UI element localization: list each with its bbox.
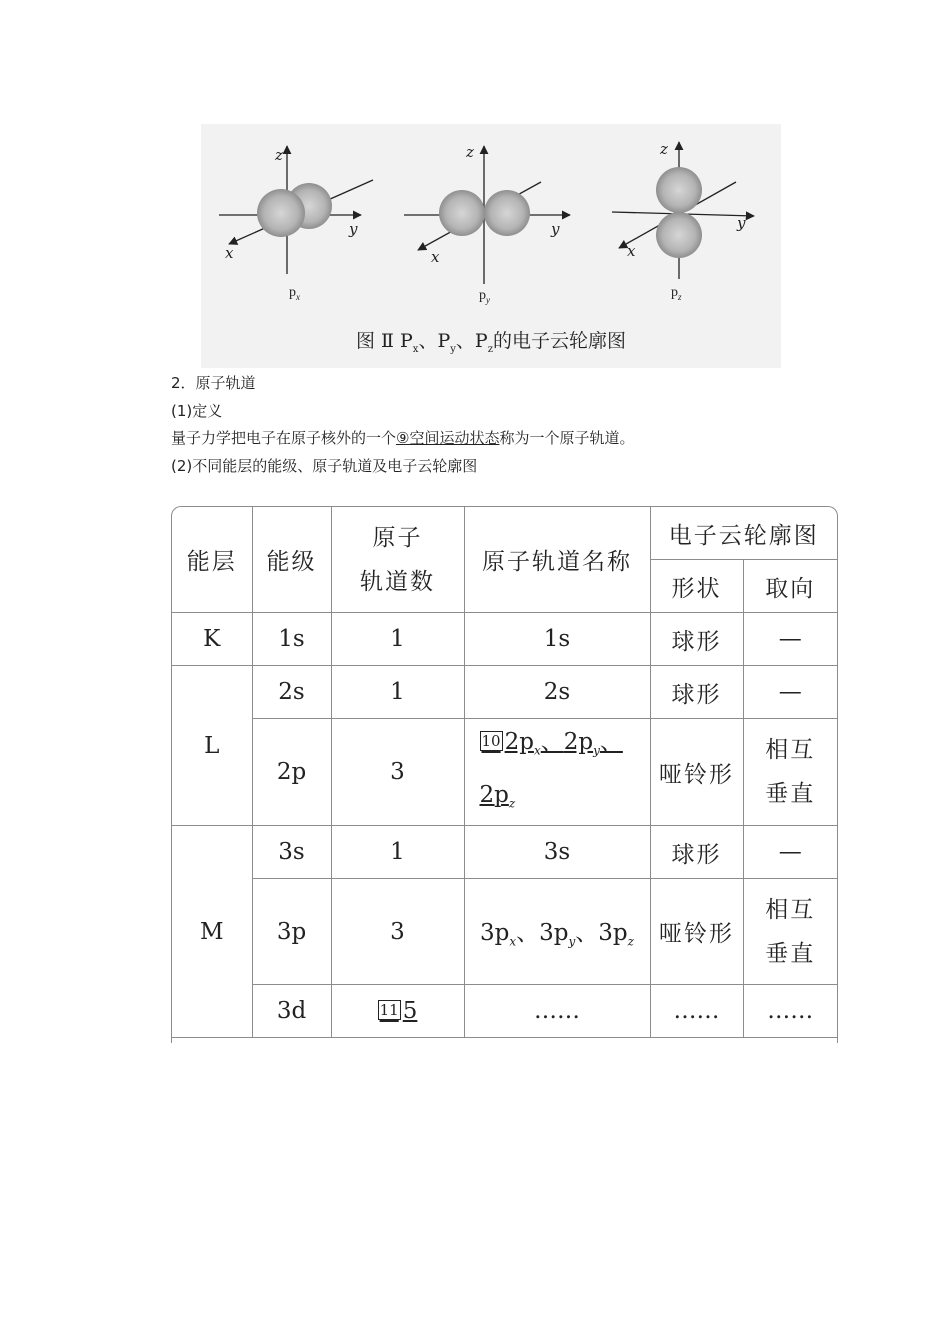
cell-layer: L xyxy=(172,666,252,826)
axis-label-x: x xyxy=(431,248,440,266)
axis-label-x: x xyxy=(627,242,636,260)
cell-shape: 球形 xyxy=(650,826,743,879)
header-orbital-count: 原子 轨道数 xyxy=(331,507,464,613)
cell-level: 2s xyxy=(252,666,331,719)
answer-3d-count: 11 5 xyxy=(379,998,418,1025)
orbital-label-pz: $p_z$ xyxy=(671,285,682,302)
orbital-figure xyxy=(201,124,781,368)
table-row xyxy=(172,613,837,666)
orbital-label-px: $p_x$ xyxy=(289,285,300,302)
subsection-label: (2)不同能层的能级、原子轨道及电子云轮廓图 xyxy=(171,457,478,475)
cell-level: 3d xyxy=(252,985,331,1038)
cell-shape: 球形 xyxy=(650,613,743,666)
orbital-label-py: $p_y$ xyxy=(479,288,490,305)
cell-shape: …… xyxy=(650,985,743,1038)
cell-shape: 球形 xyxy=(650,666,743,719)
axis-label-y: y xyxy=(349,220,358,238)
header-level: 能级 xyxy=(252,507,331,613)
axis-label-z: z xyxy=(466,143,474,161)
cell-layer: M xyxy=(172,826,252,1038)
cell-name: 1s xyxy=(464,613,650,666)
px-lobe-front xyxy=(257,189,305,237)
header-shape: 形状 xyxy=(650,560,743,613)
pz-lobe-bottom xyxy=(656,212,702,258)
cell-name: …… xyxy=(464,985,650,1038)
cell-name xyxy=(464,719,650,826)
header-electron-cloud: 电子云轮廓图 xyxy=(650,507,837,560)
cell-name: 3s xyxy=(464,826,650,879)
cell-count: 3 xyxy=(331,719,464,826)
cell-name: $3p_x$、$3p_y$、$3p_z$ xyxy=(464,879,650,985)
table-row xyxy=(172,666,837,719)
cell-orientation: 相互 垂直 xyxy=(743,719,837,826)
cell-orientation: — xyxy=(743,826,837,879)
table-row xyxy=(172,879,837,985)
orbital-table xyxy=(171,506,838,1043)
py-orbital xyxy=(404,146,570,284)
figure-caption: 图 Ⅱ $P_x$、$P_y$、$P_z$的电子云轮廓图 xyxy=(356,330,626,355)
cell-count: 1 xyxy=(331,826,464,879)
definition-label: (1)定义 xyxy=(171,402,223,420)
header-layer: 能层 xyxy=(172,507,252,613)
py-lobe-left xyxy=(439,190,485,236)
cell-orientation: 相互 垂直 xyxy=(743,879,837,985)
cell-count xyxy=(331,985,464,1038)
cell-level: 1s xyxy=(252,613,331,666)
cell-shape: 哑铃形 xyxy=(650,719,743,826)
cell-level: 2p xyxy=(252,719,331,826)
table-row xyxy=(172,985,837,1038)
cell-orientation: — xyxy=(743,666,837,719)
py-lobe-right xyxy=(484,190,530,236)
cell-name: 2s xyxy=(464,666,650,719)
answer-2p: 10 $2p_x$、$2p_y$、 $2p_z$ xyxy=(479,729,623,811)
cell-shape: 哑铃形 xyxy=(650,879,743,985)
cell-layer: K xyxy=(172,613,252,666)
header-orbital-name: 原子轨道名称 xyxy=(464,507,650,613)
pz-lobe-top xyxy=(656,167,702,213)
definition-text: 量子力学把电子在原子核外的一个⑨空间运动状态称为一个原子轨道。 xyxy=(171,429,635,447)
definition-answer: ⑨空间运动状态 xyxy=(396,429,500,447)
cell-level: 3p xyxy=(252,879,331,985)
axis-label-y: y xyxy=(551,220,560,238)
axis-label-z: z xyxy=(275,146,283,164)
axis-label-z: z xyxy=(660,140,668,158)
cell-orientation: — xyxy=(743,613,837,666)
cell-count: 1 xyxy=(331,666,464,719)
axis-label-x: x xyxy=(225,244,234,262)
cell-level: 3s xyxy=(252,826,331,879)
cell-count: 1 xyxy=(331,613,464,666)
table-row xyxy=(172,719,837,826)
section-heading: 2．原子轨道 xyxy=(171,374,256,392)
table-row xyxy=(172,826,837,879)
px-orbital xyxy=(219,146,373,274)
header-orientation: 取向 xyxy=(743,560,837,613)
cell-count: 3 xyxy=(331,879,464,985)
axis-label-y: y xyxy=(737,214,746,232)
cell-orientation: …… xyxy=(743,985,837,1038)
